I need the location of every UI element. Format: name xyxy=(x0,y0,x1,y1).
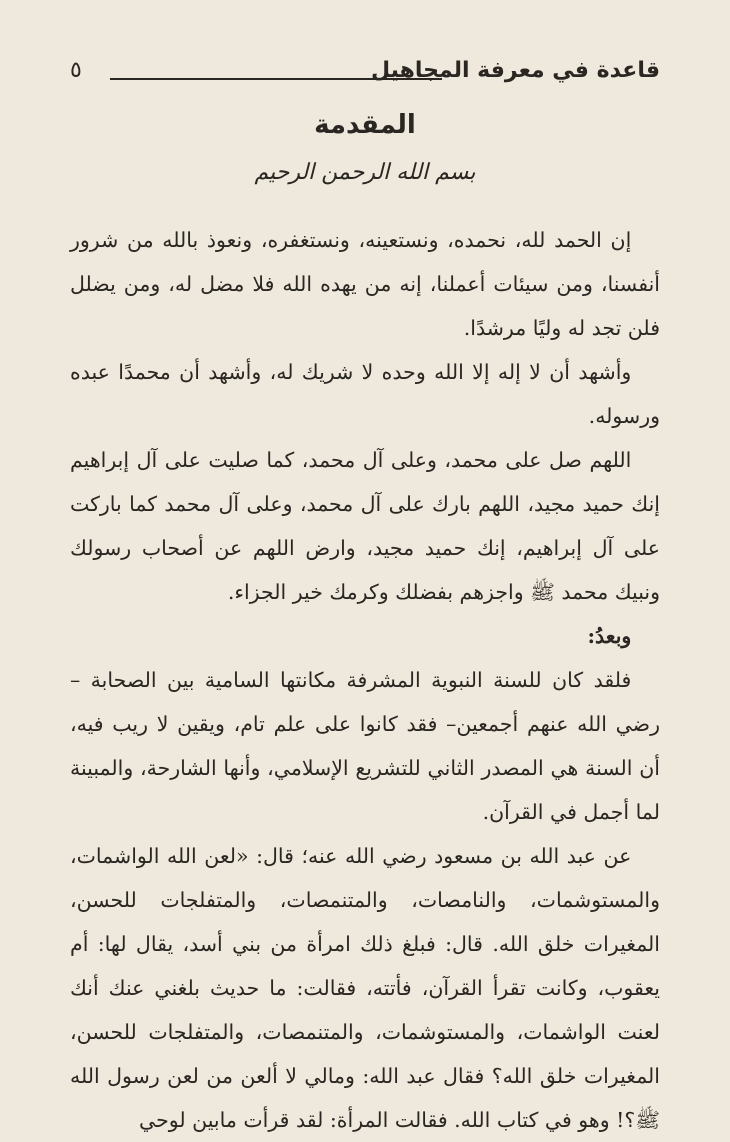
running-title: قاعدة في معرفة المجاهيل xyxy=(370,58,660,83)
paragraph: فلقد كان للسنة النبوية المشرفة مكانتها السامية بين الصحابة – رضي الله عنهم أجمعين– فقد كانوا على علم تام، ويقين لا ريب فيه، أن السنة هي المصدر الثاني للتشريع الإسلامي، وأنها الشارحة، والمبينة لما أجمل في القرآن. xyxy=(70,668,660,824)
basmala: بسم الله الرحمن الرحيم xyxy=(254,160,476,185)
paragraph-heading: وبعدُ: xyxy=(587,624,632,648)
paragraph: وأشهد أن لا إله إلا الله وحده لا شريك له، وأشهد أن محمدًا عبده ورسوله. xyxy=(70,360,660,428)
page-number: ٥ xyxy=(70,58,82,83)
body-text xyxy=(70,218,660,1142)
paragraph: عن عبد الله بن مسعود رضي الله عنه؛ قال: «لعن الله الواشمات، والمستوشمات، والنامصات، والمتنمصات، والمتفلجات للحسن، المغيرات خلق الله. قال: فبلغ ذلك امرأة من بني أسد، يقال لها: أم يعقوب، وكانت تقرأ القرآن، فأتته، فقالت: ما حديث بلغني عنك أنك لعنت الواشمات، والمستوشمات، والمتنمصات، والمتفلجات للحسن، المغيرات خلق الله؟ فقال عبد الله: ومالي لا ألعن من لعن رسول الله ﷺ؟! وهو في كتاب الله. فقالت المرأة: لقد قرأت مابين لوحي xyxy=(70,844,660,1132)
paragraph: اللهم صل على محمد، وعلى آل محمد، كما صليت على آل إبراهيم إنك حميد مجيد، اللهم بارك على آل محمد، وعلى آل محمد كما باركت على آل إبراهيم، إنك حميد مجيد، وارض اللهم عن أصحاب رسولك ونبيك محمد ﷺ واجزهم بفضلك وكرمك خير الجزاء. xyxy=(70,448,660,604)
section-heading: المقدمة xyxy=(314,110,416,140)
header-rule xyxy=(110,78,442,80)
paragraph: إن الحمد لله، نحمده، ونستعينه، ونستغفره، ونعوذ بالله من شرور أنفسنا، ومن سيئات أعملنا، إنه من يهده الله فلا مضل له، ومن يضلل فلن تجد له وليًا مرشدًا. xyxy=(70,228,660,340)
running-header xyxy=(70,58,660,94)
